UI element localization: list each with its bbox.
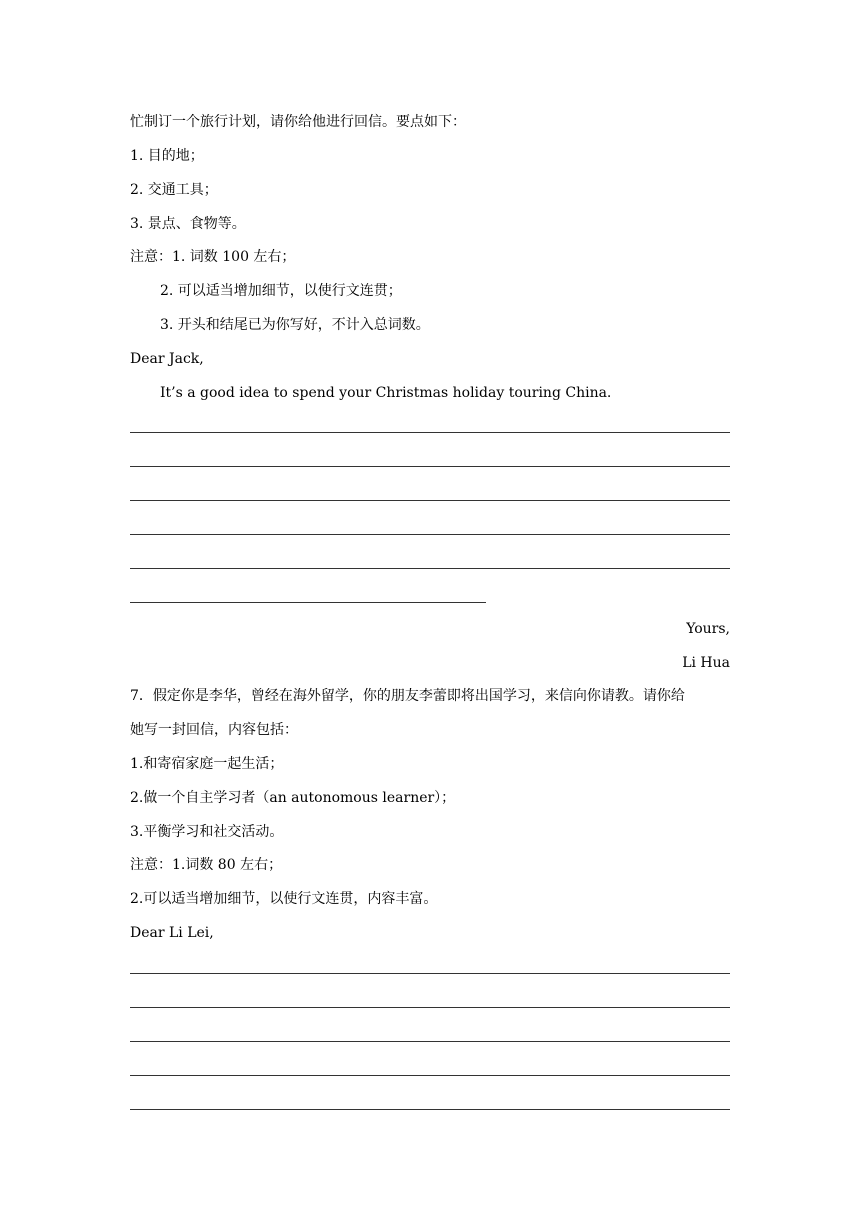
answer-line[interactable] [130,1041,730,1042]
answer-line-short[interactable] [130,602,486,603]
task6-signature: Li Hua [682,655,730,671]
answer-line[interactable] [130,973,730,974]
task7-note-1: 注意：1.词数 80 左右； [130,857,283,873]
answer-line[interactable] [130,1109,730,1110]
answer-line[interactable] [130,432,730,433]
answer-line[interactable] [130,568,730,569]
task6-point-1: 1. 目的地； [130,148,204,164]
task7-point-1: 1.和寄宿家庭一起生活； [130,756,284,772]
task7-point-2: 2.做一个自主学习者（an autonomous learner）； [130,790,456,806]
answer-line[interactable] [130,500,730,501]
task7-prompt-line-1: 7．假定你是李华，曾经在海外留学，你的朋友李蕾即将出国学习，来信向你请教。请你给 [130,688,685,704]
task6-opening: It’s a good idea to spend your Christmas holiday touring China. [160,385,612,401]
task6-intro: 忙制订一个旅行计划，请你给他进行回信。要点如下： [130,114,466,130]
answer-line[interactable] [130,1075,730,1076]
task6-note-1: 注意：1. 词数 100 左右； [130,249,296,265]
answer-line[interactable] [130,466,730,467]
task6-point-3: 3. 景点、食物等。 [130,216,246,232]
task6-closing: Yours, [686,621,730,637]
task6-greeting: Dear Jack, [130,351,204,367]
task7-point-3: 3.平衡学习和社交活动。 [130,824,284,840]
answer-line[interactable] [130,534,730,535]
task6-point-2: 2. 交通工具； [130,182,218,198]
answer-line[interactable] [130,1007,730,1008]
task7-greeting: Dear Li Lei, [130,925,214,941]
task6-note-3: 3. 开头和结尾已为你写好，不计入总词数。 [160,317,430,333]
task7-note-2: 2.可以适当增加细节，以使行文连贯，内容丰富。 [130,891,438,907]
task7-prompt-line-2: 她写一封回信，内容包括： [130,722,298,738]
task6-note-2: 2. 可以适当增加细节，以使行文连贯； [160,283,402,299]
